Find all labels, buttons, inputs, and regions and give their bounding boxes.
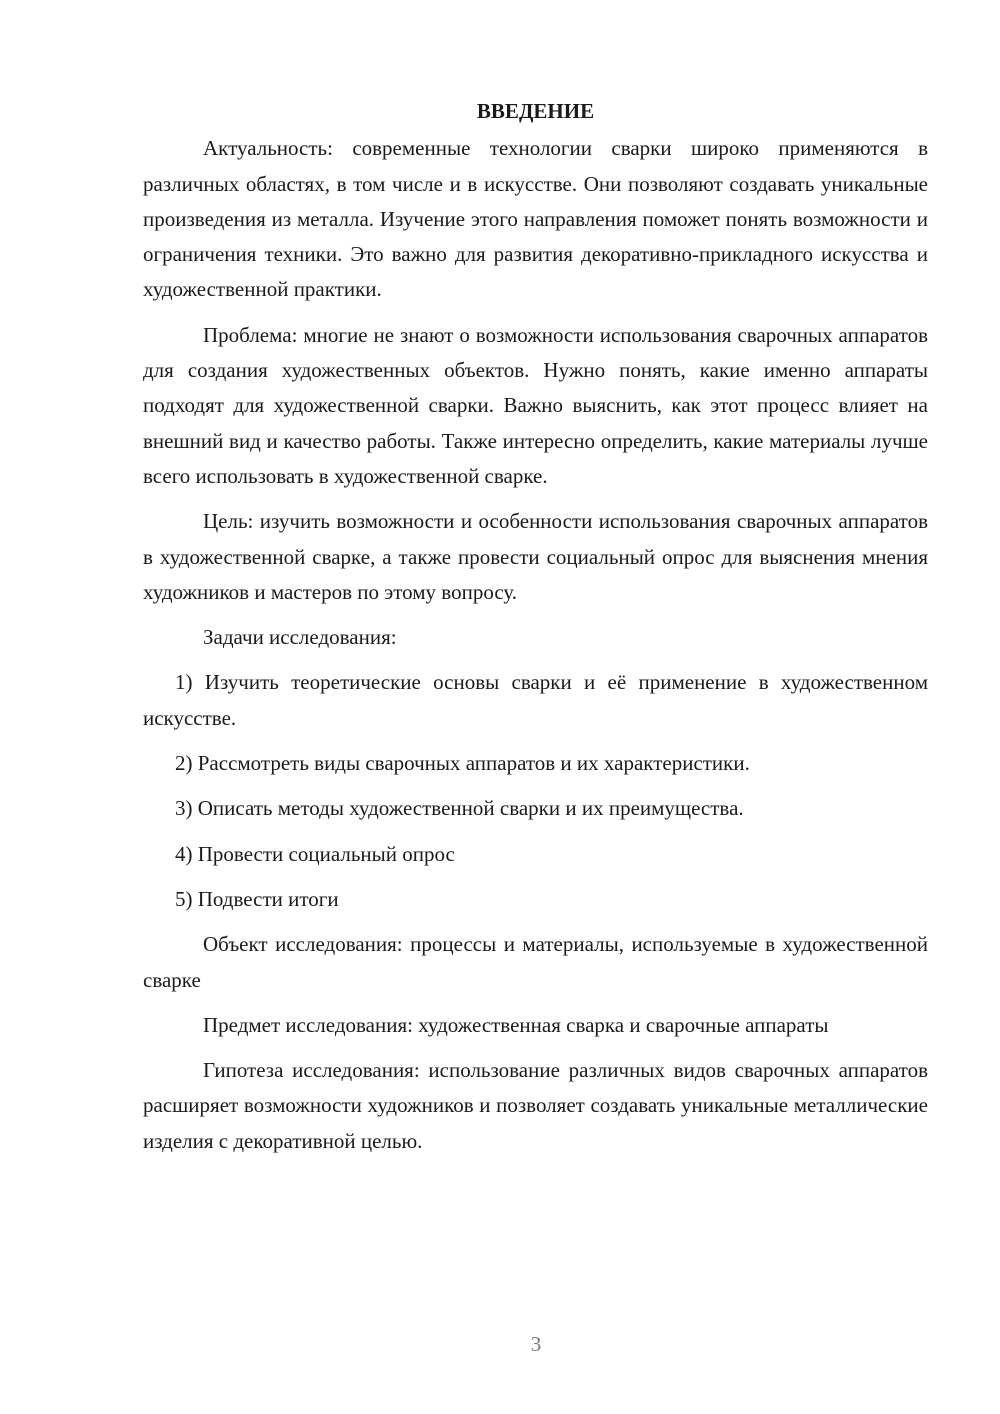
task-item-2: 2) Рассмотреть виды сварочных аппаратов и их характеристики. (175, 751, 750, 776)
paragraph-hypothesis: Гипотеза исследования: использование различных видов сварочных аппаратов расширяет возможности художников и позволяет создавать уникальные металлические изделия с декоративной целью. (143, 1058, 928, 1153)
paragraph-goal: Цель: изучить возможности и особенности использования сварочных аппаратов в художественной сварке, а также провести социальный опрос для выяснения мнения художников и мастеров по этому вопросу. (143, 509, 928, 604)
task-item-4: 4) Провести социальный опрос (175, 841, 455, 866)
paragraph-relevance: Актуальность: современные технологии сварки широко применяются в различных областях, в том числе и в искусстве. Они позволяют создавать уникальные произведения из металла. Изучение этого направления поможет понять возможности и ограничения техники. Это важно для развития декоративно-прикладного искусства и художественной практики. (143, 136, 928, 302)
document-page (143, 94, 928, 1169)
paragraph-problem: Проблема: многие не знают о возможности использования сварочных аппаратов для создания художественных объектов. Нужно понять, какие именно аппараты подходят для художественной сварки. Важно выяснить, как этот процесс влияет на внешний вид и качество работы. Также интересно определить, какие материалы лучше всего использовать в художественной сварке. (143, 322, 928, 488)
task-item-1: 1) Изучить теоретические основы сварки и её применение в художественном искусстве. (143, 670, 928, 730)
paragraph-tasks-heading: Задачи исследования: (203, 625, 397, 650)
paragraph-subject: Предмет исследования: художественная сварка и сварочные аппараты (203, 1012, 829, 1037)
paragraph-object: Объект исследования: процессы и материалы, используемые в художественной сварке (143, 932, 928, 992)
section-title: ВВЕДЕНИЕ (476, 99, 595, 123)
task-item-5: 5) Подвести итоги (175, 886, 339, 911)
page-number: 3 (530, 1332, 542, 1356)
task-item-3: 3) Описать методы художественной сварки и их преимущества. (175, 796, 744, 821)
